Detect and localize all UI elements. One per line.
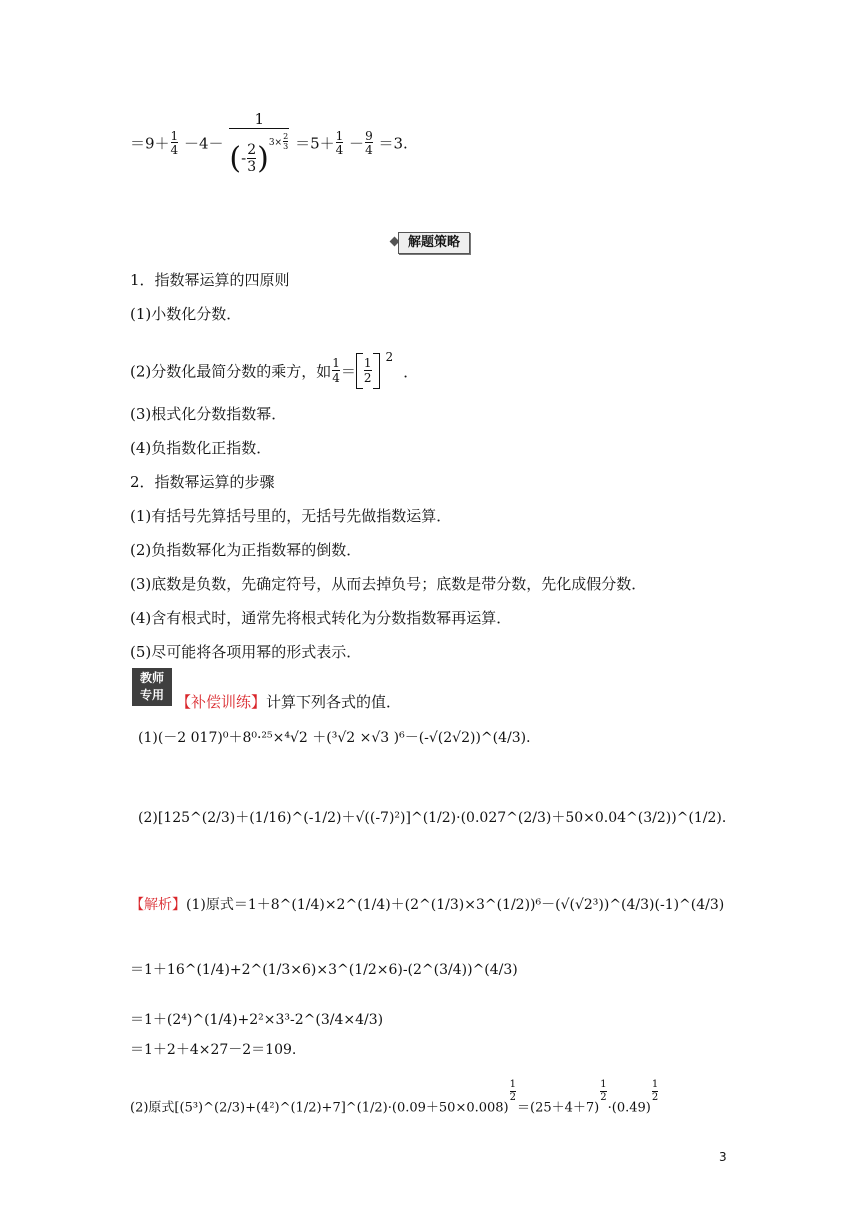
section1-item1: (1)小数化分数． bbox=[130, 305, 242, 323]
solution-line4: ＝1＋2＋4×27－2＝109. bbox=[130, 1042, 297, 1058]
section1-heading: 1．指数幂运算的四原则 bbox=[130, 271, 290, 289]
section2-item: (1)有括号先算括号里的，无括号先做指数运算． bbox=[130, 507, 452, 525]
exercise-text: 计算下列各式的值． bbox=[266, 693, 402, 711]
solution-line2: ＝1＋16^(1/4)+2^(1/3×6)×3^(1/2×6)-(2^(3/4))^(4/3) bbox=[130, 962, 518, 978]
solution-tag: 【解析】 bbox=[130, 897, 186, 913]
top-equation bbox=[130, 112, 408, 202]
exercise-heading bbox=[176, 692, 401, 712]
teacher-badge: 教师 专用 bbox=[132, 668, 172, 706]
solution-line5: (2)原式[(5³)^(2/3)+(4²)^(1/2)+7]^(1/2)·(0.09＋50×0.008) $\frac{1}{2}$ ＝(25＋4＋7) $\frac{1}{2}$ ·(0.49) $\frac{1}{2}$ bbox=[130, 1079, 659, 1116]
exercise-tag: 【补偿训练】 bbox=[176, 693, 267, 711]
section2-item: (2)负指数幂化为正指数幂的倒数． bbox=[130, 541, 362, 559]
exercise-q1: (1)(－2 017)⁰＋8⁰·²⁵×⁴√2 ＋(³√2 ×√3 )⁶－(-√(2√2))^(4/3)． bbox=[138, 730, 541, 746]
section1-item4: (4)负指数化正指数． bbox=[130, 439, 272, 457]
exercise-q2: (2)[125^(2/3)＋(1/16)^(-1/2)＋√((-7)²)]^(1/2)·(0.027^(2/3)＋50×0.04^(3/2))^(1/2)． bbox=[138, 810, 736, 826]
section2-item: (4)含有根式时，通常先将根式转化为分数指数幂再运算． bbox=[130, 609, 512, 627]
page-number: 3 bbox=[719, 1150, 727, 1164]
fraction: $\frac{9}{4}$ bbox=[365, 128, 373, 158]
section2-item: (5)尽可能将各项用幂的形式表示． bbox=[130, 643, 362, 661]
section1-item3: (3)根式化分数指数幂． bbox=[130, 405, 287, 423]
solution-line1: 【解析】(1)原式＝1＋8^(1/4)×2^(1/4)＋(2^(1/3)×3^(1/2))⁶－(√(√2³))^(4/3)(-1)^(4/3) bbox=[130, 897, 725, 913]
eq-part: ＝5＋ bbox=[295, 134, 335, 153]
solution-line3: ＝1＋(2⁴)^(1/4)+2²×3³-2^(3/4×4/3) bbox=[130, 1012, 384, 1028]
big-fraction: 1 (- $\frac{2}{3}$ )$^{3\times \frac{2}{3}}$ bbox=[229, 110, 289, 176]
fraction: $\frac{1}{4}$ bbox=[170, 128, 179, 158]
strategy-label: 解题策略 bbox=[398, 232, 470, 254]
eq-part: －4－ bbox=[183, 134, 224, 153]
eq-part: ＝9＋ bbox=[130, 134, 170, 153]
eq-part: ＝3. bbox=[378, 134, 408, 153]
section2-item: (3)底数是负数，先确定符号，从而去掉负号；底数是带分数，先化成假分数． bbox=[130, 575, 647, 593]
fraction: $\frac{1}{4}$ bbox=[335, 128, 344, 158]
section2-heading: 2．指数幂运算的步骤 bbox=[130, 473, 275, 491]
eq-part: － bbox=[349, 134, 365, 153]
section1-item2: (2)分数化最简分数的乘方，如 $\frac{1}{4}$ ＝ $\frac{1}{2}$ $^2$． bbox=[130, 350, 418, 390]
